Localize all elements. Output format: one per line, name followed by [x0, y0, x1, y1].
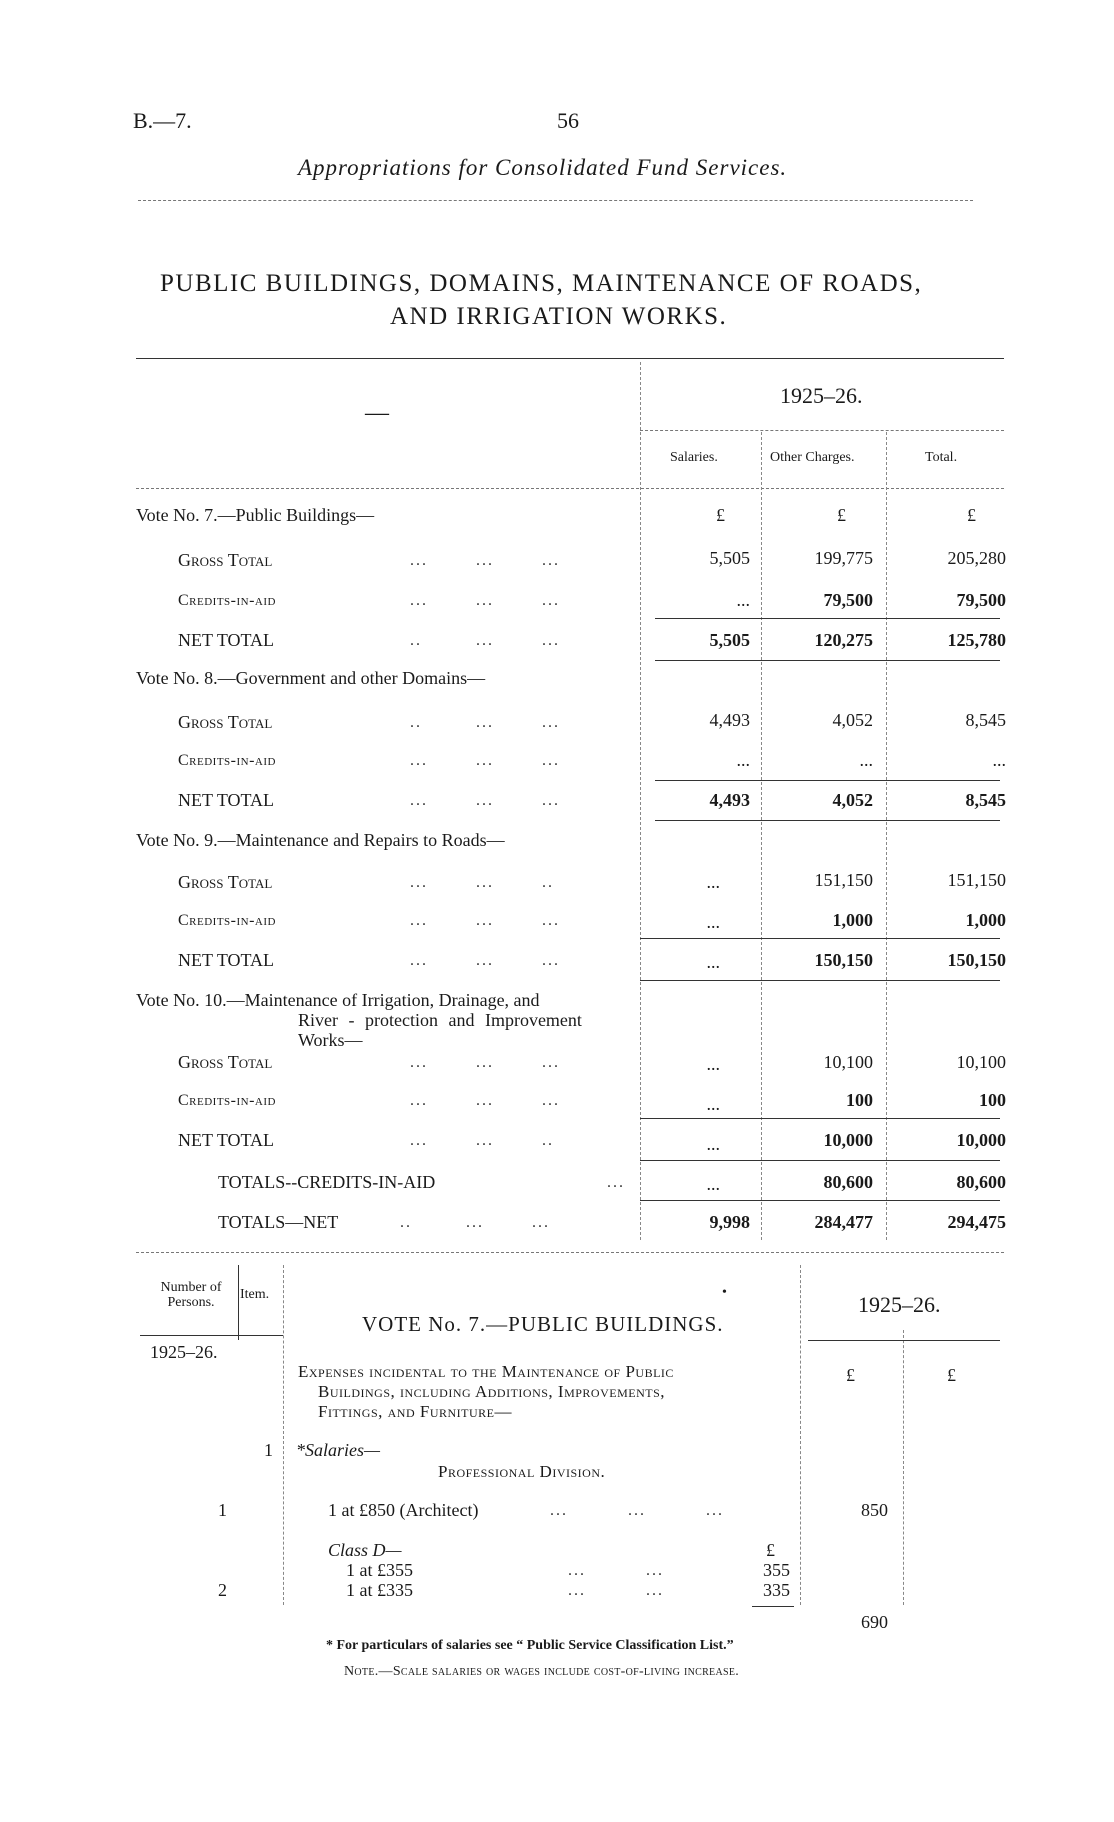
cell-total: 150,150	[947, 950, 1006, 970]
cell-salaries: ...	[706, 952, 720, 972]
description-line: Fittings, and Furniture—	[318, 1402, 512, 1421]
subtotal-rule	[655, 780, 1000, 781]
row-label: NET TOTAL	[178, 950, 275, 970]
leader-dots: ... ... ...	[410, 952, 560, 969]
footnote-asterisk: * For particulars of salaries see “ Public Service Classification List.”	[326, 1638, 734, 1653]
cell-salaries: 4,493	[709, 710, 750, 730]
cell-other: 79,500	[823, 590, 873, 610]
cell-total: 151,150	[947, 870, 1006, 890]
cell-salaries: ...	[706, 1134, 720, 1154]
subtotal-rule	[640, 1118, 1000, 1119]
cell-total: 10,100	[956, 1052, 1006, 1072]
leader-dots: ... ...	[568, 1562, 664, 1579]
leader-dots: ... ... ...	[410, 912, 560, 929]
cell-other: 100	[846, 1090, 873, 1110]
class-row-text: 1 at £335	[346, 1580, 413, 1600]
main-title-line2: AND IRRIGATION WORKS.	[390, 303, 728, 330]
salaries-label: *Salaries—	[296, 1440, 381, 1460]
class-total: 690	[861, 1612, 888, 1632]
class-currency: £	[766, 1540, 775, 1560]
division-label: Professional Division.	[438, 1462, 606, 1481]
currency-col2: £	[947, 1365, 956, 1385]
totals-net-salaries: 9,998	[709, 1212, 750, 1232]
currency-other: £	[837, 505, 846, 525]
cell-salaries: ...	[706, 1094, 720, 1114]
row-label: Gross Total	[178, 550, 273, 570]
class-row-amount: 355	[763, 1560, 790, 1580]
vote-title: Vote No. 7.—Public Buildings—	[136, 505, 375, 525]
currency-col1: £	[846, 1365, 855, 1385]
totals-rule	[640, 1200, 1000, 1201]
total-rule	[655, 820, 1000, 821]
total-rule	[655, 660, 1000, 661]
cell-total: 125,780	[947, 630, 1006, 650]
cell-other: 199,775	[814, 548, 873, 568]
page-number: 56	[557, 108, 579, 133]
cell-total: 8,545	[965, 790, 1006, 810]
totals-net-total: 294,475	[947, 1212, 1006, 1232]
row-text: 1 at £850 (Architect)	[328, 1500, 479, 1520]
leader-dots: ... ... ..	[410, 874, 554, 891]
row-label: Credits-in-aid	[178, 912, 276, 929]
totals-credits-other: 80,600	[823, 1172, 873, 1192]
bullet-mark: •	[722, 1285, 727, 1300]
row-label: Gross Total	[178, 872, 273, 892]
amount-amount-divider	[903, 1330, 904, 1605]
leader-dots: ... ...	[568, 1582, 664, 1599]
vote-title-line: River - protection and Improvement	[298, 1010, 582, 1030]
class-total-rule	[752, 1606, 794, 1607]
cell-other: ...	[859, 750, 873, 770]
totals-credits-label: TOTALS--CREDITS-IN-AID	[218, 1172, 436, 1192]
desc-amount-divider	[800, 1265, 801, 1605]
cell-salaries: ...	[736, 590, 750, 610]
leader-dots: ... ... ...	[410, 552, 560, 569]
row-label: Credits-in-aid	[178, 752, 276, 769]
leader-dots: ... ... ...	[410, 1092, 560, 1109]
leader-dots: .. ... ...	[410, 714, 560, 731]
cell-total: 10,000	[956, 1130, 1006, 1150]
cell-salaries: ...	[706, 912, 720, 932]
row-label: Credits-in-aid	[178, 1092, 276, 1109]
leader-dots: ... ... ...	[410, 1054, 560, 1071]
leader-dots: ... ... ...	[550, 1502, 724, 1519]
col-head-persons: Number of Persons.	[160, 1280, 222, 1310]
summary-top-rule	[136, 358, 1004, 359]
col-head-item: Item.	[240, 1287, 270, 1302]
cell-other: 1,000	[832, 910, 873, 930]
currency-total: £	[967, 505, 976, 525]
class-persons: 2	[218, 1580, 227, 1600]
leader-dots: ... ... ...	[410, 792, 560, 809]
subtotal-rule	[655, 618, 1000, 619]
vote-title: VOTE No. 7.—PUBLIC BUILDINGS.	[362, 1312, 724, 1336]
cell-salaries: 5,505	[709, 630, 750, 650]
persons-year: 1925–26.	[150, 1342, 218, 1362]
row-persons: 1	[218, 1500, 227, 1520]
cell-other: 10,100	[823, 1052, 873, 1072]
leader-dots: ... ... ...	[410, 592, 560, 609]
leader-dots: .. ... ...	[410, 632, 560, 649]
cell-total: 1,000	[965, 910, 1006, 930]
class-label: Class D—	[328, 1540, 402, 1560]
cell-total: 79,500	[956, 590, 1006, 610]
cell-salaries: 4,493	[709, 790, 750, 810]
row-label: Gross Total	[178, 712, 273, 732]
vote-title-line: Works—	[298, 1030, 363, 1050]
cell-salaries: ...	[706, 1054, 720, 1074]
row-label: Gross Total	[178, 1052, 273, 1072]
totals-net-other: 284,477	[814, 1212, 873, 1232]
leader-dots: ... ... ..	[410, 1132, 554, 1149]
row-amount: 850	[861, 1500, 888, 1520]
row-label: NET TOTAL	[178, 630, 275, 650]
year-rule	[640, 430, 1004, 431]
summary-bottom-rule	[136, 1252, 1004, 1253]
vote-title: Vote No. 8.—Government and other Domains—	[136, 668, 486, 688]
col-head-salaries: Salaries.	[670, 450, 718, 465]
col-head-other: Other Charges.	[770, 450, 855, 465]
stub-dash: —	[365, 400, 389, 426]
currency-salaries: £	[716, 505, 725, 525]
colhead-rule	[136, 488, 1004, 489]
description-line: Buildings, including Additions, Improvements,	[318, 1382, 665, 1401]
item-desc-divider	[283, 1265, 284, 1605]
page-subtitle: Appropriations for Consolidated Fund Services.	[298, 155, 788, 180]
cell-other: 150,150	[814, 950, 873, 970]
cell-salaries: ...	[706, 872, 720, 892]
cell-other: 4,052	[832, 790, 873, 810]
header-rule	[138, 200, 973, 201]
row-label: NET TOTAL	[178, 1130, 275, 1150]
cell-other: 10,000	[823, 1130, 873, 1150]
footnote-note: Note.—Scale salaries or wages include cost-of-living increase.	[344, 1664, 740, 1679]
detail-year-rule	[808, 1340, 1000, 1341]
cell-other: 120,275	[814, 630, 873, 650]
cell-total: ...	[992, 750, 1006, 770]
col-head-total: Total.	[925, 450, 958, 465]
summary-year: 1925–26.	[780, 383, 863, 408]
subtotal-rule	[640, 938, 1000, 939]
cell-total: 8,545	[965, 710, 1006, 730]
row-label: Credits-in-aid	[178, 592, 276, 609]
totals-credits-total: 80,600	[956, 1172, 1006, 1192]
row-label: NET TOTAL	[178, 790, 275, 810]
vote-title-line: Vote No. 10.—Maintenance of Irrigation, Drainage, and	[136, 990, 540, 1010]
total-rule	[640, 1160, 1000, 1161]
item-number: 1	[264, 1440, 273, 1460]
leader-dots: .. ... ...	[400, 1214, 550, 1231]
cell-other: 151,150	[814, 870, 873, 890]
cell-total: 205,280	[947, 548, 1006, 568]
leader-dots: ...	[607, 1174, 625, 1191]
class-row-amount: 335	[763, 1580, 790, 1600]
total-rule	[640, 980, 1000, 981]
class-row-text: 1 at £355	[346, 1560, 413, 1580]
description-line: Expenses incidental to the Maintenance of Public	[298, 1362, 674, 1381]
leader-dots: ... ... ...	[410, 752, 560, 769]
persons-head-rule	[140, 1335, 283, 1336]
cell-total: 100	[979, 1090, 1006, 1110]
totals-net-label: TOTALS—NET	[218, 1212, 339, 1232]
cell-salaries: ...	[736, 750, 750, 770]
doc-reference: B.—7.	[133, 108, 192, 133]
detail-year: 1925–26.	[858, 1292, 941, 1317]
cell-other: 4,052	[832, 710, 873, 730]
main-title-line1: PUBLIC BUILDINGS, DOMAINS, MAINTENANCE OF ROADS,	[160, 270, 923, 297]
vote-title: Vote No. 9.—Maintenance and Repairs to Roads—	[136, 830, 505, 850]
totals-credits-salaries: ...	[706, 1174, 720, 1194]
persons-item-divider	[238, 1265, 239, 1340]
cell-salaries: 5,505	[709, 548, 750, 568]
